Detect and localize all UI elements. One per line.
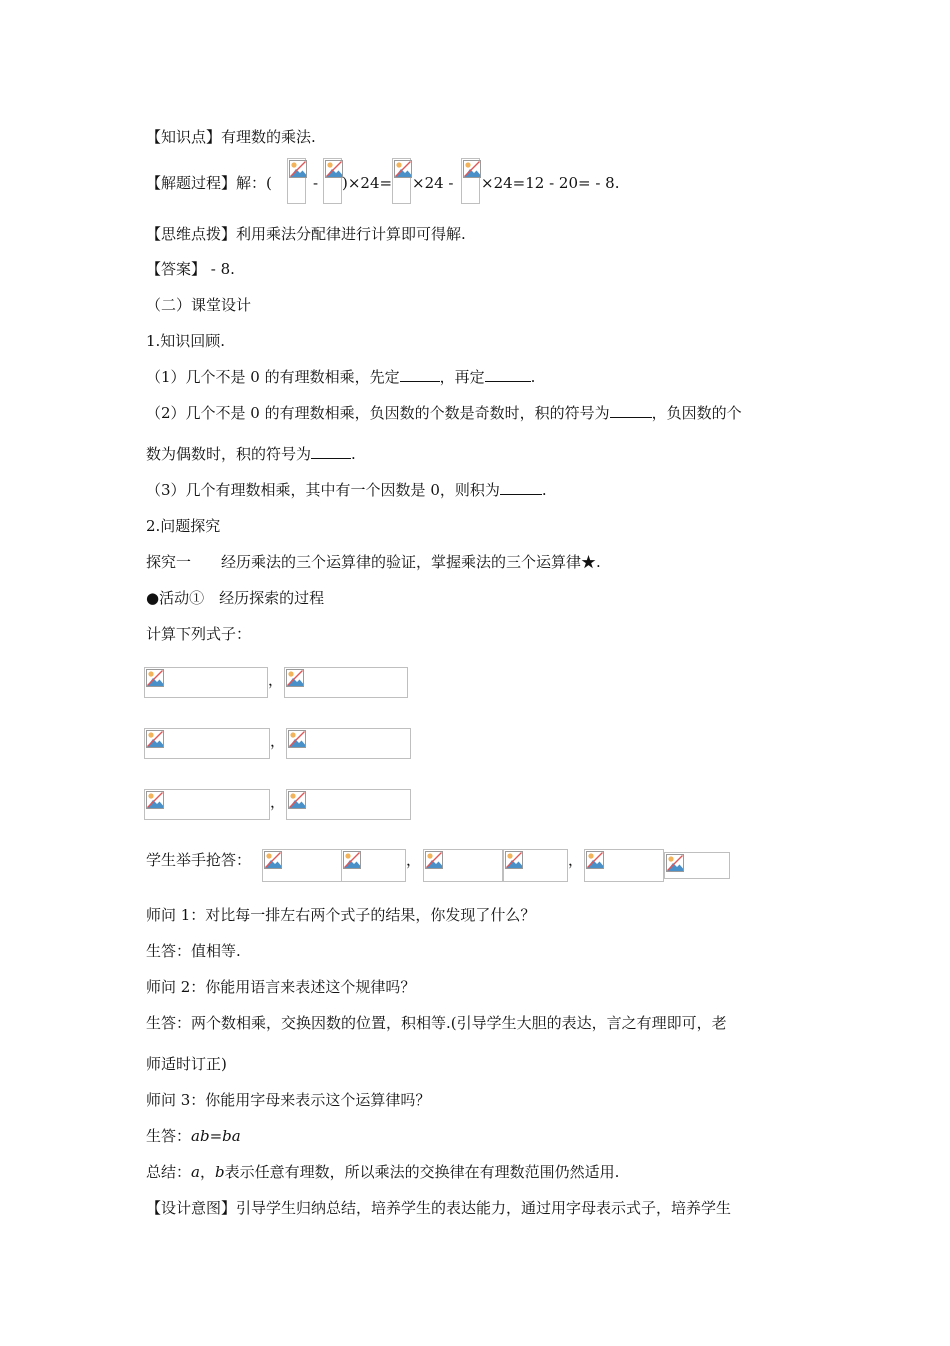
activity-title: ●活动① 经历探索的过程 bbox=[146, 589, 325, 607]
solution-segment: ×24 - bbox=[412, 174, 454, 192]
comma: ， bbox=[568, 851, 584, 869]
broken-image-icon bbox=[289, 160, 307, 178]
solution-process-line bbox=[146, 158, 626, 208]
summary-label: 总结： bbox=[146, 1163, 192, 1181]
answer-image bbox=[423, 849, 503, 882]
broken-image-icon bbox=[343, 851, 361, 869]
review-item-2 bbox=[146, 403, 742, 423]
solution-label: 【解题过程】解：( bbox=[146, 174, 272, 192]
teacher-question-3: 师问 3：你能用字母来表示这个运算律吗？ bbox=[146, 1091, 431, 1109]
broken-image-icon bbox=[394, 160, 412, 178]
fill-blank bbox=[500, 480, 542, 495]
expression-image bbox=[144, 728, 270, 759]
fill-blank bbox=[610, 403, 652, 418]
fill-blank bbox=[400, 367, 440, 382]
exploration-title: 探究一 经历乘法的三个运算律的验证，掌握乘法的三个运算律★. bbox=[146, 553, 601, 571]
student-answer-label: 学生举手抢答： bbox=[146, 851, 252, 869]
fraction-image bbox=[287, 158, 306, 204]
answer-label: 生答： bbox=[146, 1127, 192, 1145]
knowledge-point-line: 【知识点】有理数的乘法. bbox=[146, 128, 316, 146]
comma: ， bbox=[270, 732, 286, 750]
teacher-question-2: 师问 2：你能用语言来表述这个规律吗？ bbox=[146, 978, 416, 996]
student-answer-3 bbox=[146, 1126, 241, 1146]
summary-line bbox=[146, 1162, 619, 1182]
instruction-line: 计算下列式子： bbox=[146, 625, 252, 643]
review-item-2-continued bbox=[146, 444, 356, 464]
section-heading: （二）课堂设计 bbox=[146, 296, 252, 314]
formula-term: ab bbox=[191, 1127, 210, 1145]
review-text: ，再定 bbox=[439, 368, 485, 386]
expression-image bbox=[284, 667, 408, 698]
variable-b: b bbox=[214, 1163, 225, 1181]
broken-image-icon bbox=[325, 160, 343, 178]
answer-image bbox=[503, 849, 568, 882]
comma: ， bbox=[270, 793, 286, 811]
formula-equals: = bbox=[209, 1127, 223, 1145]
solution-segment: ×24=12 - 20= - 8. bbox=[481, 174, 620, 192]
broken-image-icon bbox=[146, 791, 164, 809]
broken-image-icon bbox=[286, 669, 304, 687]
subsection-heading: 2.问题探究 bbox=[146, 517, 221, 535]
variable-a: a bbox=[191, 1163, 200, 1181]
comma: ， bbox=[406, 851, 422, 869]
broken-image-icon bbox=[505, 851, 523, 869]
fraction-image bbox=[461, 158, 480, 204]
fill-blank bbox=[485, 367, 531, 382]
answer-image bbox=[664, 852, 730, 879]
subsection-heading: 1.知识回顾. bbox=[146, 332, 226, 350]
broken-image-icon bbox=[146, 730, 164, 748]
broken-image-icon bbox=[288, 791, 306, 809]
broken-image-icon bbox=[264, 851, 282, 869]
expression-image bbox=[144, 667, 268, 698]
thinking-tip-line: 【思维点拨】利用乘法分配律进行计算即可得解. bbox=[146, 225, 466, 243]
expression-image bbox=[286, 728, 411, 759]
student-answer-1: 生答：值相等. bbox=[146, 942, 241, 960]
student-answer-2-continued: 师适时订正) bbox=[146, 1055, 227, 1073]
fraction-image bbox=[323, 158, 342, 204]
answer-image bbox=[584, 849, 664, 882]
review-text: . bbox=[351, 445, 356, 463]
review-text: （1）几个不是 0 的有理数相乘，先定 bbox=[146, 368, 400, 386]
expression-image bbox=[144, 789, 270, 820]
design-intent-line: 【设计意图】引导学生归纳总结，培养学生的表达能力，通过用字母表示式子，培养学生 bbox=[146, 1199, 732, 1217]
review-item-1 bbox=[146, 367, 535, 387]
answer-line: 【答案】 - 8. bbox=[146, 260, 235, 278]
review-text: （3）几个有理数相乘，其中有一个因数是 0，则积为 bbox=[146, 481, 500, 499]
minus-sign: - bbox=[313, 174, 319, 192]
review-text: ，负因数的个 bbox=[651, 404, 742, 422]
fill-blank bbox=[311, 444, 351, 459]
broken-image-icon bbox=[666, 854, 684, 872]
formula-term: ba bbox=[222, 1127, 241, 1145]
answer-image bbox=[341, 849, 406, 882]
review-text: . bbox=[541, 481, 547, 499]
review-text: （2）几个不是 0 的有理数相乘，负因数的个数是奇数时，积的符号为 bbox=[146, 404, 610, 422]
review-text: 数为偶数时，积的符号为 bbox=[146, 445, 312, 463]
fraction-image bbox=[392, 158, 411, 204]
solution-segment: )×24= bbox=[342, 174, 393, 192]
teacher-question-1: 师问 1：对比每一排左右两个式子的结果，你发现了什么？ bbox=[146, 906, 536, 924]
broken-image-icon bbox=[146, 669, 164, 687]
comma: ， bbox=[268, 671, 284, 689]
summary-text: 表示任意有理数，所以乘法的交换律在有理数范围仍然适用. bbox=[224, 1163, 620, 1181]
broken-image-icon bbox=[425, 851, 443, 869]
review-item-3 bbox=[146, 480, 547, 500]
separator: ， bbox=[199, 1163, 215, 1181]
review-text: . bbox=[530, 368, 536, 386]
expression-image bbox=[286, 789, 411, 820]
broken-image-icon bbox=[586, 851, 604, 869]
answer-image bbox=[262, 849, 342, 882]
broken-image-icon bbox=[463, 160, 481, 178]
broken-image-icon bbox=[288, 730, 306, 748]
student-answer-2: 生答：两个数相乘，交换因数的位置，积相等.(引导学生大胆的表达，言之有理即可，老 bbox=[146, 1014, 727, 1032]
